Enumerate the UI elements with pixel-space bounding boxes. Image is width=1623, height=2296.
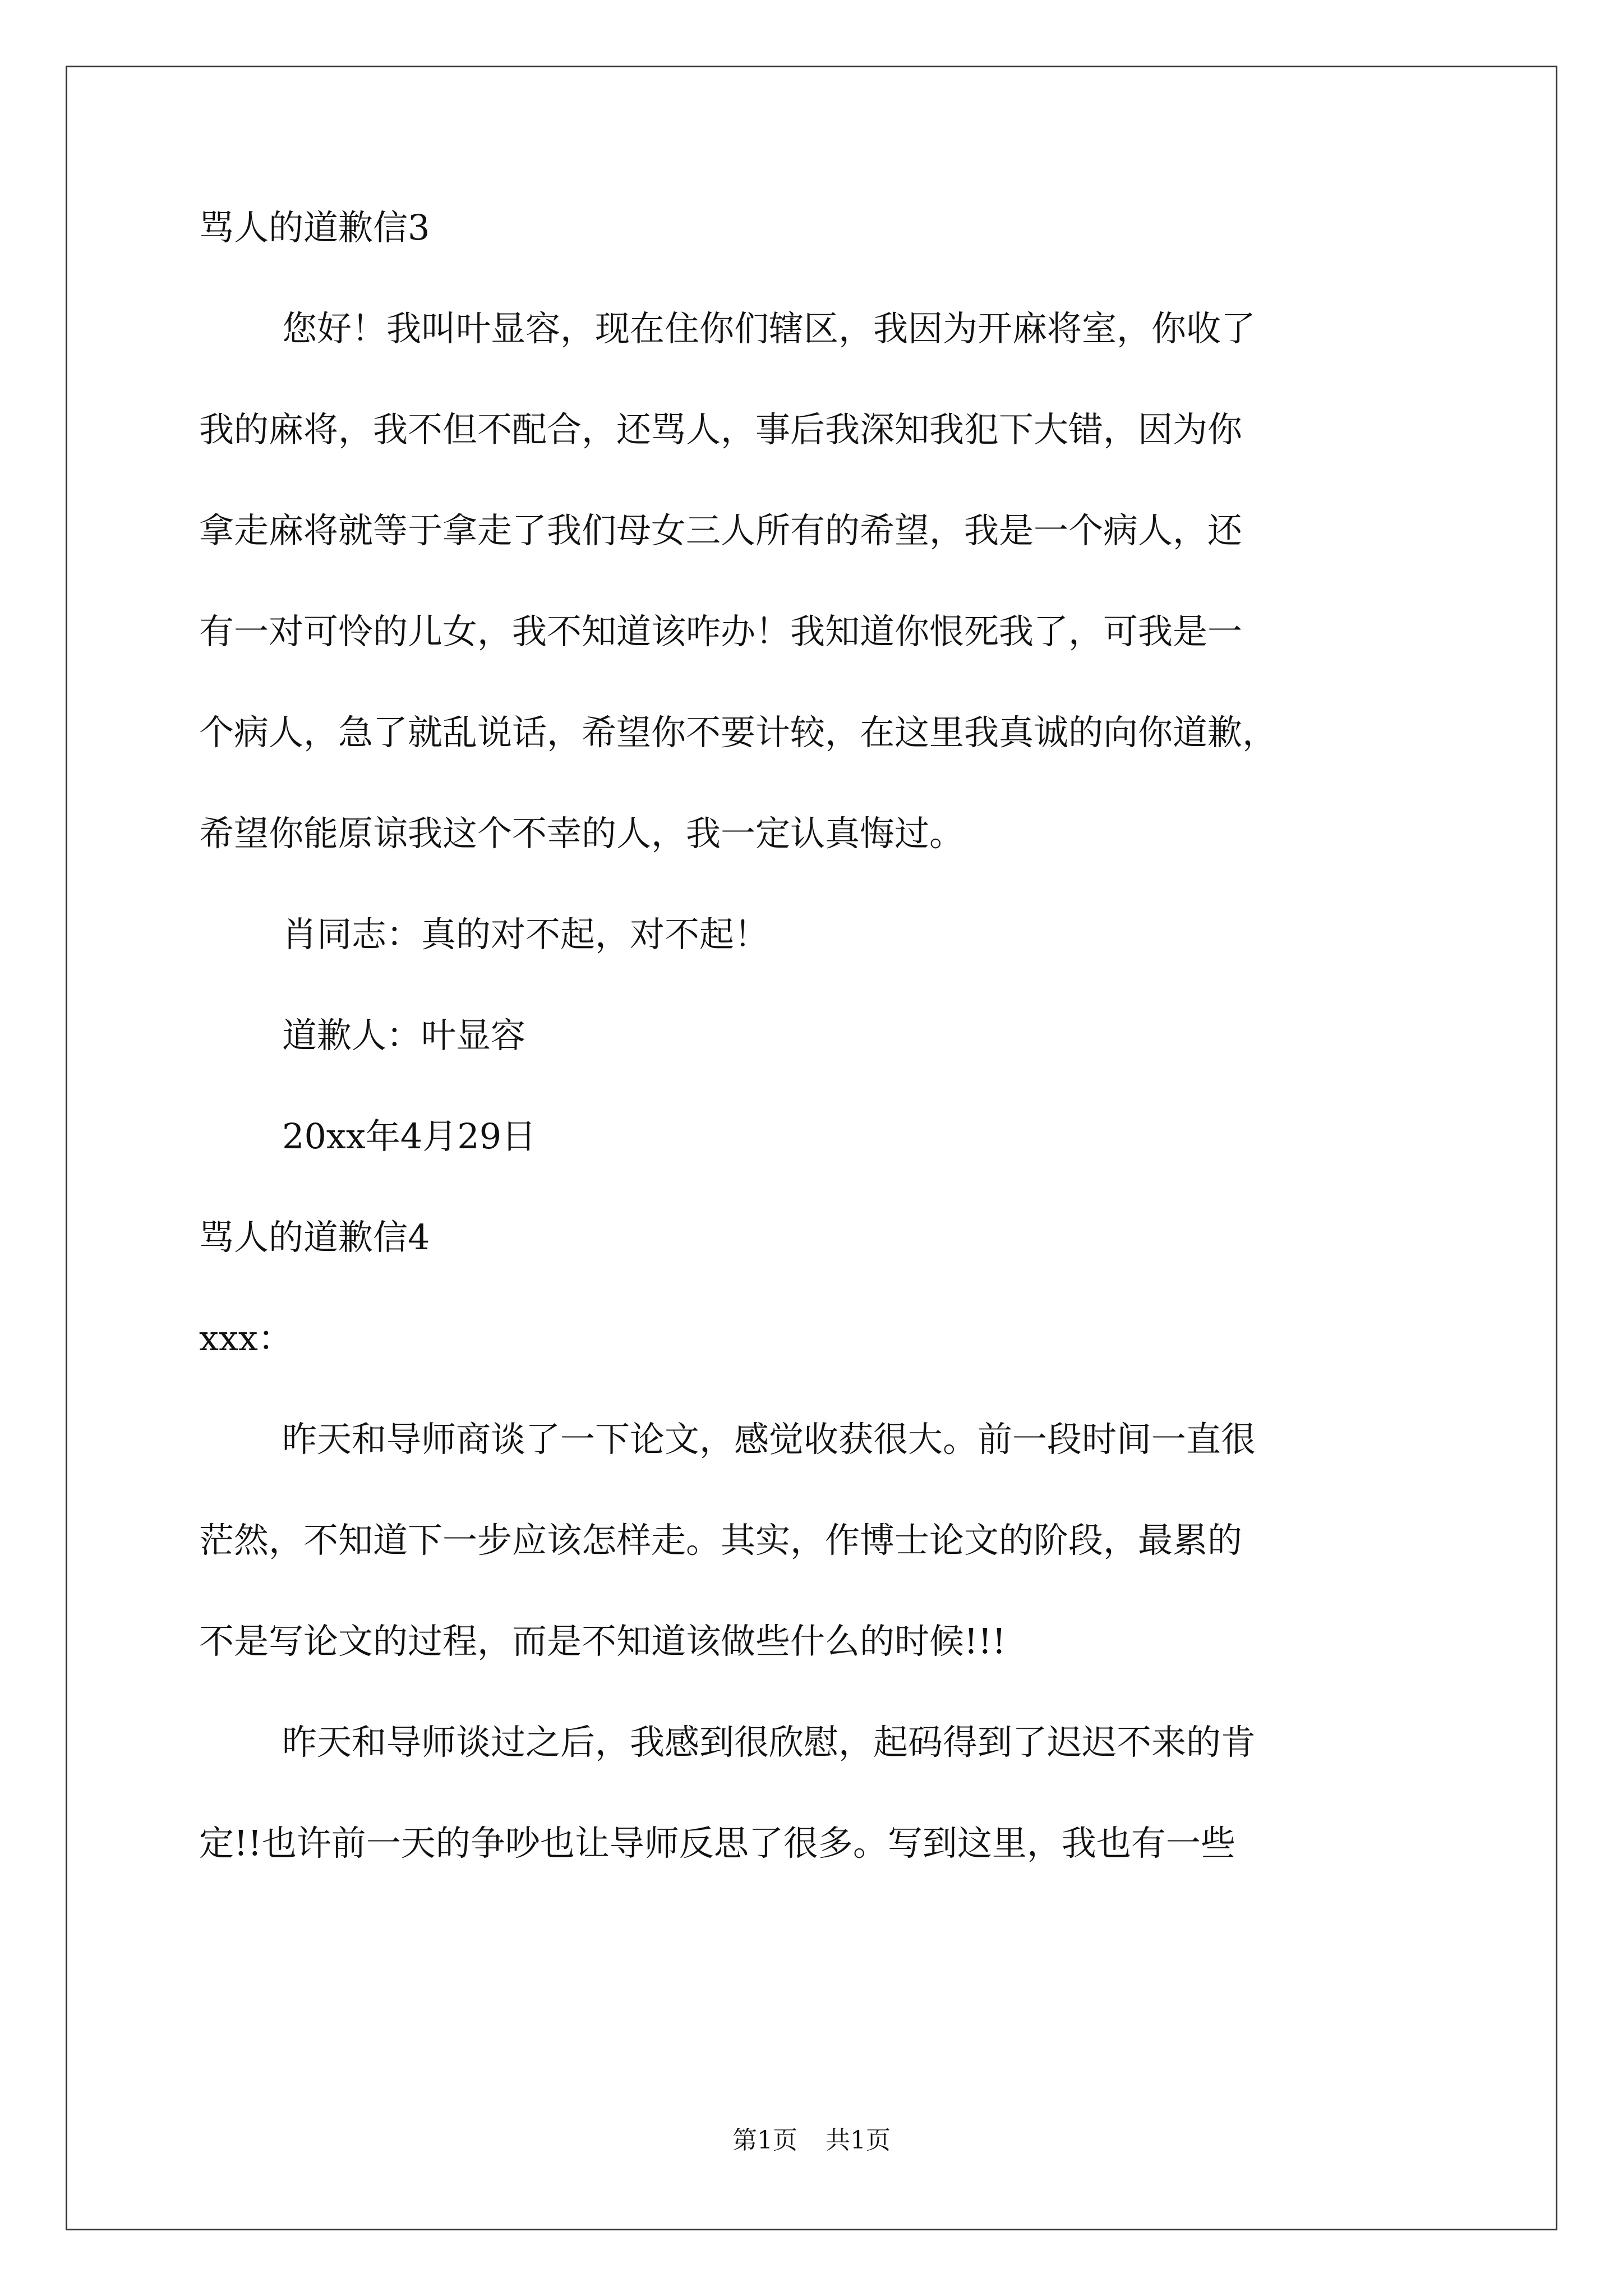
page-number: 第1页 [732, 2126, 797, 2155]
paragraph [199, 914, 1461, 955]
paragraph-line: 道歉人：叶显容 [282, 1015, 526, 1056]
paragraph-line: 有一对可怜的儿女，我不知道该咋办！我知道你恨死我了，可我是一 [199, 611, 1243, 652]
paragraph [199, 1015, 1461, 1056]
paragraph-line: 定!!也许前一天的争吵也让导师反思了很多。写到这里，我也有一些 [199, 1823, 1235, 1864]
paragraph-line: 20xx年4月29日 [282, 1116, 537, 1157]
document-body [199, 208, 1461, 1924]
paragraph [199, 309, 1461, 854]
paragraph-line: 不是写论文的过程，而是不知道该做些什么的时候!!! [199, 1621, 1006, 1662]
paragraph-line: 希望你能原谅我这个不幸的人，我一定认真悔过。 [199, 813, 965, 854]
letter-heading [199, 208, 1461, 248]
paragraph [199, 1116, 1461, 1157]
paragraph [199, 1318, 1461, 1359]
page-footer [0, 2126, 1623, 2155]
paragraph [199, 1419, 1461, 1662]
heading-text: 骂人的道歉信3 [199, 207, 430, 248]
paragraph-line: 肖同志：真的对不起，对不起！ [282, 914, 769, 955]
paragraph-line: 您好！我叫叶显容，现在住你们辖区，我因为开麻将室，你收了 [282, 308, 1256, 349]
paragraph-line: 昨天和导师商谈了一下论文，感觉收获很大。前一段时间一直很 [282, 1419, 1256, 1460]
paragraph-line: 个病人，急了就乱说话，希望你不要计较，在这里我真诚的向你道歉， [199, 712, 1278, 753]
heading-text: 骂人的道歉信4 [199, 1217, 430, 1258]
paragraph-line: 昨天和导师谈过之后，我感到很欣慰，起码得到了迟迟不来的肯 [282, 1722, 1256, 1763]
page-total: 共1页 [826, 2126, 891, 2155]
paragraph [199, 1722, 1461, 1864]
paragraph-line: 拿走麻将就等于拿走了我们母女三人所有的希望，我是一个病人，还 [199, 510, 1243, 551]
paragraph-line: 我的麻将，我不但不配合，还骂人，事后我深知我犯下大错，因为你 [199, 409, 1243, 450]
paragraph-line: xxx： [199, 1318, 293, 1359]
letter-heading [199, 1217, 1461, 1258]
paragraph-line: 茫然，不知道下一步应该怎样走。其实，作博士论文的阶段，最累的 [199, 1520, 1243, 1561]
